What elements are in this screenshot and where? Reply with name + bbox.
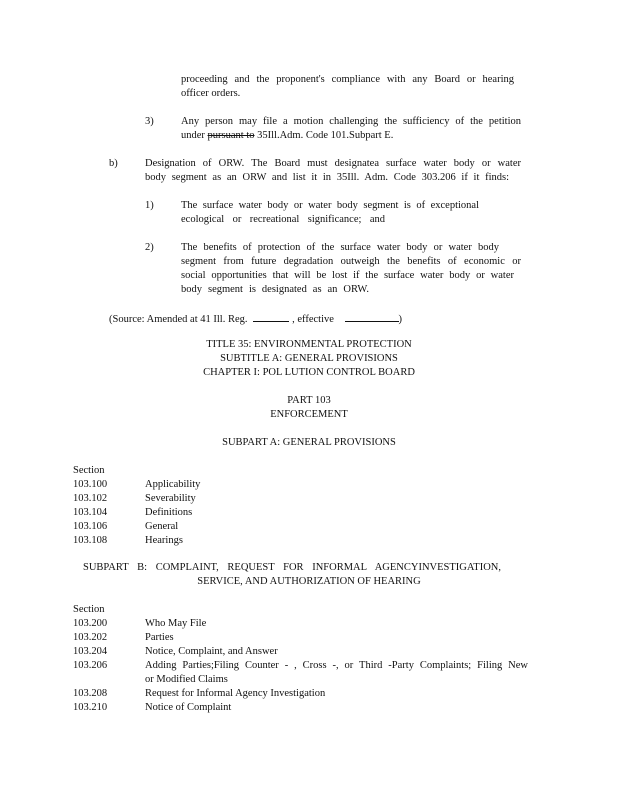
body-text-line: social opportunities that will be lost if the surface water body or water — [181, 270, 514, 281]
body-text-line: segment from future degradation outweigh the benefits of economic or — [181, 256, 521, 267]
heading-title: TITLE 35: ENVIRONMENTAL PROTECTION — [206, 339, 412, 350]
section-number: 103.200 — [73, 618, 108, 629]
section-title: General — [145, 521, 179, 532]
section-title: Who May File — [145, 618, 207, 629]
body-text-line: body segment is designated as an ORW. — [181, 284, 369, 295]
body-text-line: The surface water body or water body segment is of exceptional — [181, 200, 479, 211]
section-title: Notice, Complaint, and Answer — [145, 646, 278, 657]
section-title: Hearings — [145, 535, 183, 546]
struck-text: pursuant to — [207, 130, 255, 141]
body-text-fragment: 35Ill.Adm. Code 101.Subpart E. — [254, 130, 394, 141]
heading-subpart-a: SUBPART A: GENERAL PROVISIONS — [222, 437, 396, 448]
blank-line — [345, 311, 399, 322]
section-title: Definitions — [145, 507, 193, 518]
section-number: 103.208 — [73, 688, 108, 699]
body-text-line: proceeding and the proponent's compliance with any Board or hearing — [181, 74, 514, 85]
body-text-line: Any person may file a motion challenging the sufficiency of the petition — [181, 116, 521, 127]
body-text-line: officer orders. — [181, 88, 241, 99]
section-number: 103.104 — [73, 507, 108, 518]
source-prefix: (Source: Amended at 41 Ill. Reg. — [109, 314, 248, 325]
source-mid: , effective — [292, 314, 334, 325]
list-marker: 3) — [145, 116, 154, 127]
section-number: 103.102 — [73, 493, 108, 504]
heading-subpart-b: SUBPART B: COMPLAINT, REQUEST FOR INFORMAL AGENCYINVESTIGATION, — [83, 562, 501, 573]
section-title-cont: or Modified Claims — [145, 674, 228, 685]
section-label: Section — [73, 465, 105, 476]
body-text-fragment: under — [181, 130, 208, 141]
section-number: 103.210 — [73, 702, 108, 713]
blank-line — [253, 311, 289, 322]
heading-part: PART 103 — [287, 395, 331, 406]
section-number: 103.206 — [73, 660, 108, 671]
section-title: Adding Parties;Filing Counter - , Cross -, or Third -Party Complaints; Filing New — [145, 660, 528, 671]
list-marker: b) — [109, 158, 118, 169]
heading-part-name: ENFORCEMENT — [270, 409, 348, 420]
source-note — [109, 311, 402, 327]
list-marker: 2) — [145, 242, 154, 253]
section-number: 103.204 — [73, 646, 108, 657]
section-title: Notice of Complaint — [145, 702, 232, 713]
heading-subtitle: SUBTITLE A: GENERAL PROVISIONS — [220, 353, 398, 364]
section-number: 103.106 — [73, 521, 108, 532]
body-text-line: ecological or recreational significance; and — [181, 214, 385, 225]
section-title: Parties — [145, 632, 174, 643]
heading-subpart-b-cont: SERVICE, AND AUTHORIZATION OF HEARING — [197, 576, 421, 587]
section-title: Applicability — [145, 479, 201, 490]
body-text-line — [181, 129, 393, 143]
section-label: Section — [73, 604, 105, 615]
body-text-line: Designation of ORW. The Board must designatea surface water body or water — [145, 158, 521, 169]
heading-chapter: CHAPTER I: POL LUTION CONTROL BOARD — [203, 367, 415, 378]
body-text-line: The benefits of protection of the surface water body or water body — [181, 242, 499, 253]
section-number: 103.100 — [73, 479, 108, 490]
section-title: Request for Informal Agency Investigation — [145, 688, 326, 699]
body-text-line: body segment as an ORW and list it in 35Ill. Adm. Code 303.206 if it finds: — [145, 172, 509, 183]
list-marker: 1) — [145, 200, 154, 211]
source-suffix: ) — [398, 314, 403, 325]
section-title: Severability — [145, 493, 196, 504]
section-number: 103.108 — [73, 535, 108, 546]
section-number: 103.202 — [73, 632, 108, 643]
